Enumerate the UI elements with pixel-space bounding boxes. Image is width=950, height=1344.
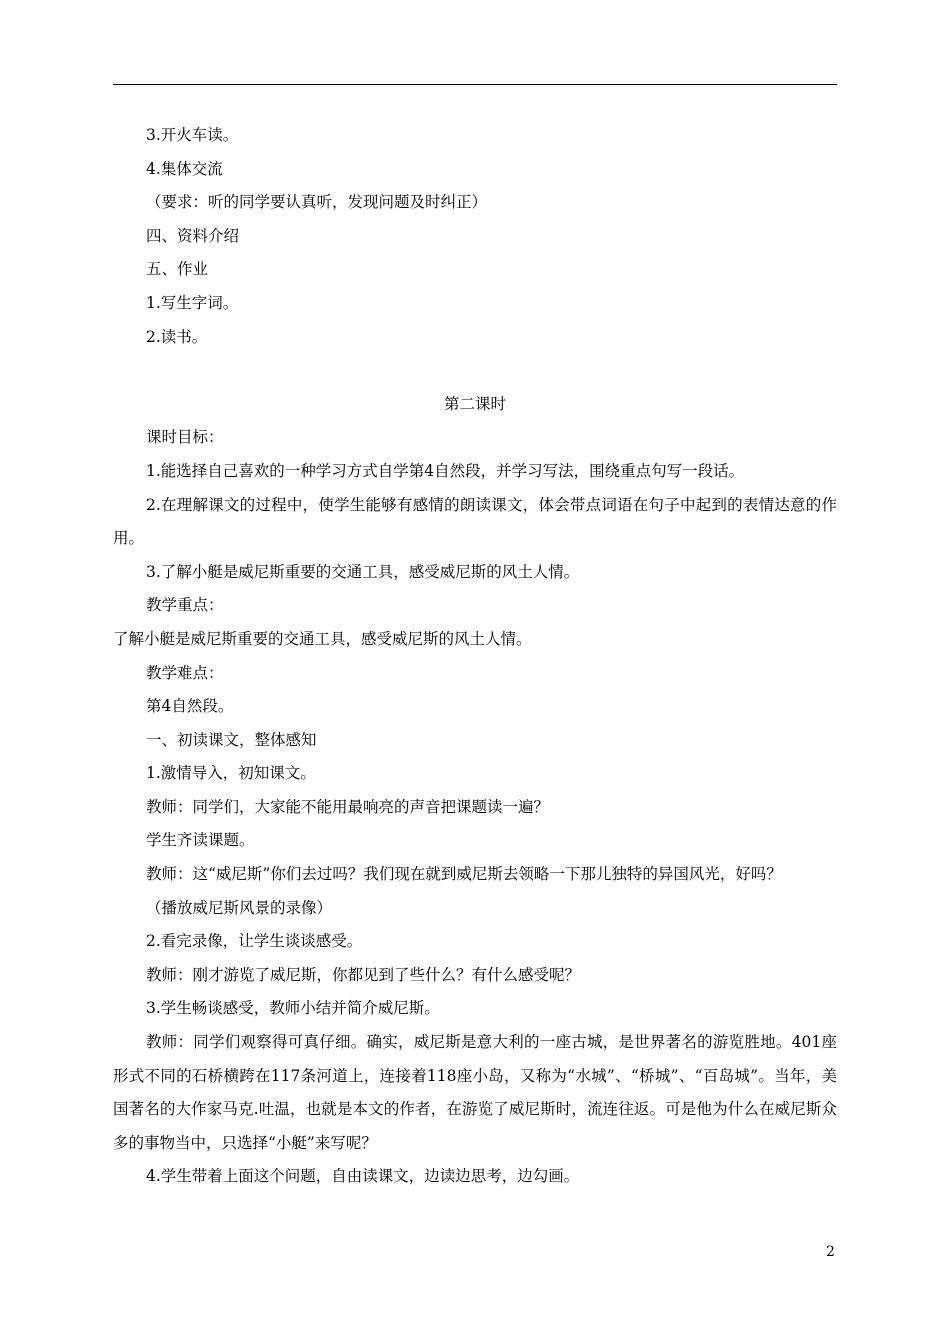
text-line: （要求：听的同学要认真听，发现问题及时纠正） <box>146 193 488 212</box>
text-line: 四、资料介绍 <box>146 226 240 245</box>
text-line: 1.能选择自己喜欢的一种学习方式自学第4自然段，并学习写法，围绕重点句写一段话。 <box>146 461 745 480</box>
document-body <box>113 119 837 1194</box>
page-number: 2 <box>826 1244 835 1260</box>
text-line: 4.学生带着上面这个问题，自由读课文，边读边思考，边勾画。 <box>146 1167 580 1186</box>
text-line: 2.看完录像，让学生谈谈感受。 <box>146 932 363 951</box>
text-line: 3.了解小艇是威尼斯重要的交通工具，感受威尼斯的风土人情。 <box>146 562 580 581</box>
text-line: 教师：同学们，大家能不能用最响亮的声音把课题读一遍？ <box>146 797 550 816</box>
paragraph-goal-2: 2.在理解课文的过程中，使学生能够有感情的朗读课文，体会带点词语在句子中起到的表情达意的作用。 <box>113 495 837 548</box>
text-line: 1.写生字词。 <box>146 293 239 312</box>
text-line: 1.激情导入，初知课文。 <box>146 764 316 783</box>
text-line: 教师：刚才游览了威尼斯，你都见到了些什么？有什么感受呢？ <box>146 965 581 984</box>
text-line: 教师：这“威尼斯”你们去过吗？我们现在就到威尼斯去领略一下那儿独特的异国风光，好吗？ <box>146 865 782 884</box>
text-line: 学生齐读课题。 <box>146 831 255 850</box>
text-line: 课时目标： <box>146 428 224 447</box>
text-line: 一、初读课文，整体感知 <box>146 730 317 749</box>
text-line: 教学重点： <box>146 596 224 615</box>
section-title: 第二课时 <box>443 394 506 413</box>
blank-line <box>113 354 837 388</box>
text-line: 教学难点： <box>146 663 224 682</box>
text-line: 2.读书。 <box>146 327 208 346</box>
text-line: 3.学生畅谈感受，教师小结并简介威尼斯。 <box>146 999 440 1018</box>
text-line: 4.集体交流 <box>146 159 223 178</box>
header-rule <box>113 84 837 85</box>
text-line: 第4自然段。 <box>146 697 234 716</box>
text-line: （播放威尼斯风景的录像） <box>146 898 333 917</box>
text-line: 3.开火车读。 <box>146 126 239 144</box>
text-line: 了解小艇是威尼斯重要的交通工具，感受威尼斯的风土人情。 <box>113 629 532 648</box>
paragraph-intro: 教师：同学们观察得可真仔细。确实，威尼斯是意大利的一座古城，是世界著名的游览胜地。401座形式不同的石桥横跨在117条河道上，连接着118座小岛，又称为“水城”、“桥城”、“百岛城”。当年，美国著名的大作家马克.吐温，也就是本文的作者，在游览了威尼斯时，流连往返。可是他为什么在威尼斯众多的事物当中，只选择“小艇”来写呢？ <box>113 1033 837 1152</box>
text-line: 五、作业 <box>146 260 209 279</box>
